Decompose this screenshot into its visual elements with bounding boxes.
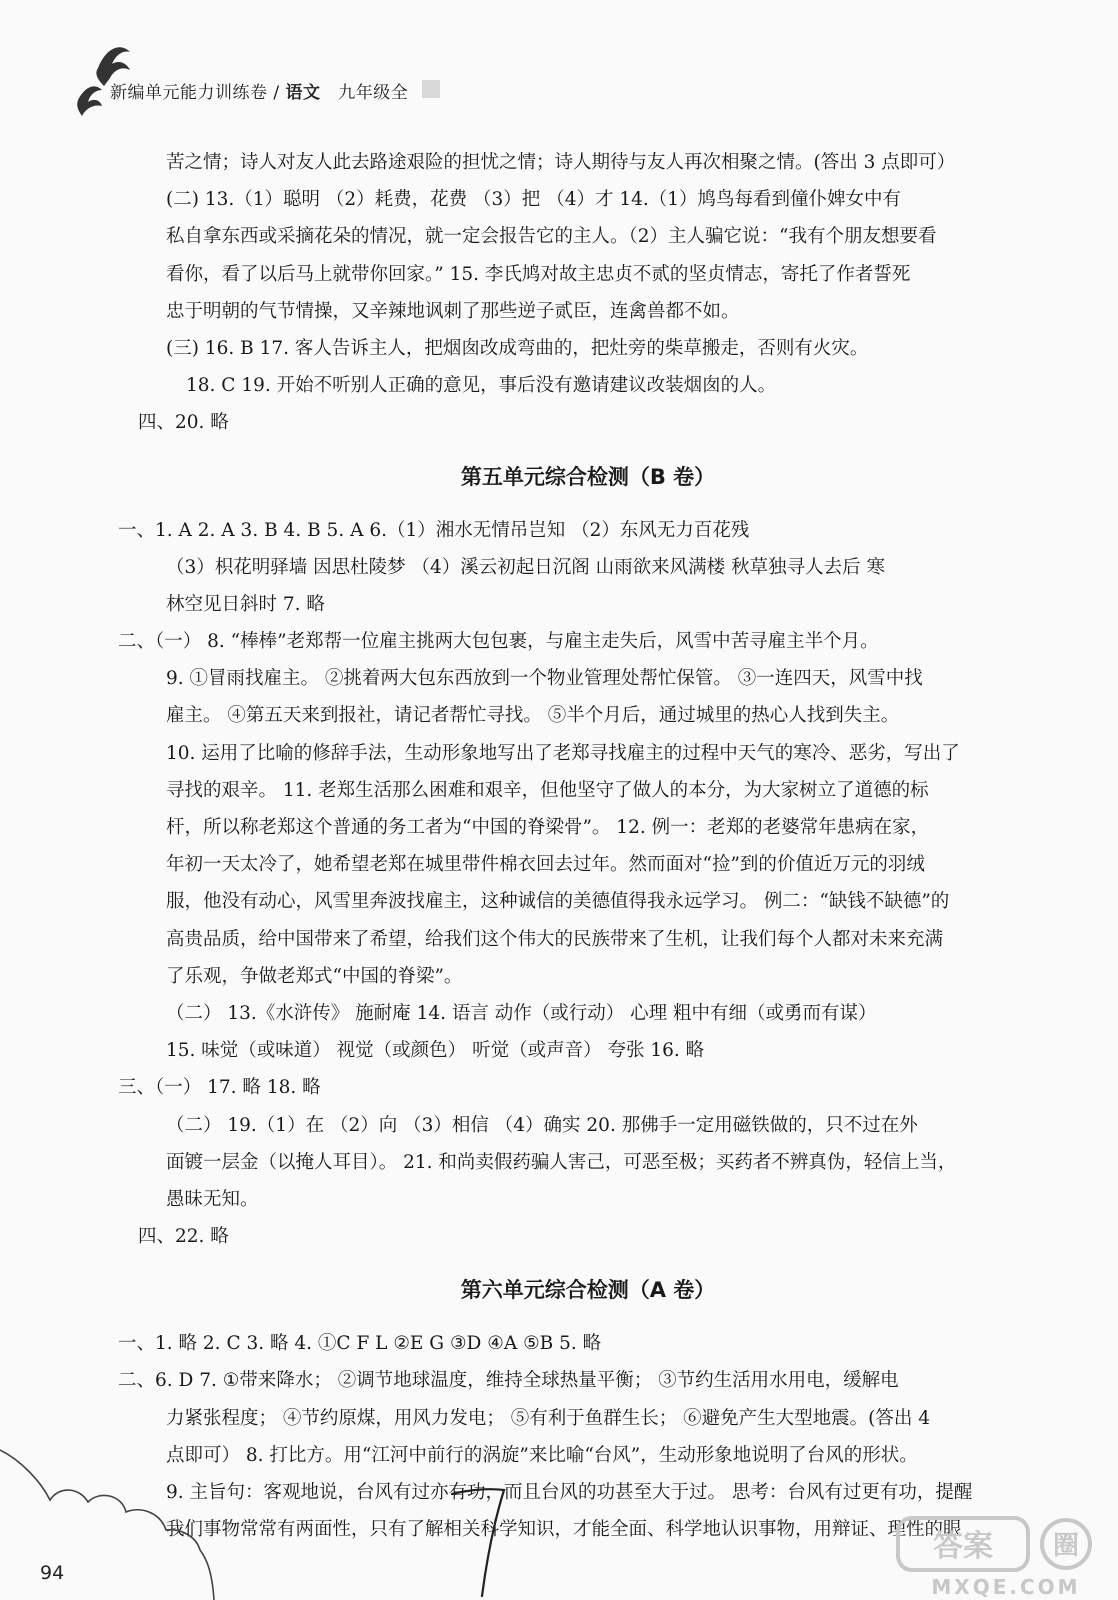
text-line: 9. ①冒雨找雇主。 ②挑着两大包东西放到一个物业管理处帮忙保管。 ③一连四天，风雪中找: [166, 668, 923, 690]
svg-text:圈: 圈: [1052, 1531, 1080, 1561]
text-line: 私自拿东西或采摘花朵的情况，就一定会报告它的主人。（2）主人骗它说：“我有个朋友想要看: [166, 226, 937, 248]
text-line: 9. 主旨句：客观地说，台风有过亦有功，而且台风的功甚至大于过。 思考：台风有过更有功，提醒: [166, 1482, 973, 1503]
text-line: (二) 13.（1）聪明 （2）耗费，花费 （3）把 （4）才 14.（1）鸠鸟每看到僮仆婢女中有: [166, 189, 902, 211]
text-line: 苦之情；诗人对友人此去路途艰险的担忧之情；诗人期待与友人再次相聚之情。(答出 3 点即可）: [166, 152, 956, 173]
text-line: （3）枳花明驿墙 因思杜陵梦 （4）溪云初起日沉阁 山雨欲来风满楼 秋草独寻人去后 寒: [166, 556, 885, 578]
section-title-unit5-b: 第五单元综合检测（B 卷）: [460, 464, 716, 489]
header-title: [110, 78, 408, 103]
watermark-logo: [896, 1516, 1106, 1600]
text-line: 一、1. 略 2. C 3. 略 4. ①C F L ②E G ③D ④A ⑤B 5. 略: [118, 1333, 602, 1355]
text-line: 愚昧无知。: [166, 1188, 259, 1210]
text-line: 杆，所以称老郑这个普通的务工者为“中国的脊梁骨”。 12. 例一：老郑的老婆常年患病在家，: [166, 817, 930, 838]
text-line: 18. C 19. 开始不听别人正确的意见，事后没有邀请建议改装烟囱的人。: [186, 375, 777, 397]
text-line: (三) 16. B 17. 客人告诉主人，把烟囱改成弯曲的，把灶旁的柴草搬走，否则有火灾。: [166, 337, 869, 359]
answer-content: [118, 144, 1058, 1548]
text-line: 忠于明朝的气节情操，又辛辣地讽刺了那些逆子贰臣，连禽兽都不如。: [166, 300, 740, 322]
subject-label: 语文: [285, 83, 321, 103]
text-line: （二） 19.（1）在 （2）向 （3）相信 （4）确实 20. 那佛手一定用磁铁做的，只不过在外: [166, 1114, 918, 1136]
text-line: 面镀一层金（以掩人耳目）。 21. 和尚卖假药骗人害己，可恶至极；买药者不辨真伪，轻信上当，: [166, 1151, 957, 1173]
text-line: 点即可） 8. 打比方。用“江河中前行的涡旋”来比喻“台风”，生动形象地说明了台风的形状。: [166, 1444, 918, 1466]
series-title: 新编单元能力训练卷 /: [110, 83, 286, 103]
text-line: 寻找的艰辛。 11. 老郑生活那么困难和艰辛，但他坚守了做人的本分，为大家树立了道德的标: [166, 779, 929, 801]
svg-text:答案: 答案: [933, 1529, 993, 1564]
text-line: 四、22. 略: [138, 1226, 229, 1248]
text-line: （二） 13.《水浒传》 施耐庵 14. 语言 动作（或行动） 心理 粗中有细（或勇而有谋）: [166, 1002, 877, 1024]
header-decoration: [422, 80, 440, 98]
text-line: 看你，看了以后马上就带你回家。” 15. 李氏鸠对故主忠贞不贰的坚贞情志，寄托了作者誓死: [166, 263, 911, 285]
text-line: 雇主。 ④第五天来到报社，请记者帮忙寻找。 ⑤半个月后，通过城里的热心人找到失主。: [166, 705, 900, 727]
text-line: 林空见日斜时 7. 略: [166, 593, 325, 615]
page-header: [0, 0, 1118, 120]
text-line: 四、20. 略: [138, 412, 229, 434]
svg-text:MXQE.COM: MXQE.COM: [931, 1575, 1081, 1599]
text-line: 二、6. D 7. ①带来降水； ②调节地球温度，维持全球热量平衡； ③节约生活用水用电，缓解电: [118, 1370, 899, 1392]
text-line: 了乐观，争做老郑式“中国的脊梁”。: [166, 965, 463, 987]
text-line: 我们事物常常有两面性，只有了解相关科学知识，才能全面、科学地认识事物，用辩证、理性的眼: [166, 1519, 962, 1541]
text-line: 年初一天太冷了，她希望老郑在城里带件棉衣回去过年。然而面对“捡”到的价值近万元的羽绒: [166, 854, 925, 876]
cloud-outline-icon: [0, 1440, 240, 1600]
text-line: 10. 运用了比喻的修辞手法，生动形象地写出了老郑寻找雇主的过程中天气的寒冷、恶劣，写出了: [166, 742, 960, 764]
section-title-unit6-a: 第六单元综合检测（A 卷）: [460, 1278, 716, 1303]
text-line: 15. 味觉（或味道） 视觉（或颜色） 听觉（或声音） 夸张 16. 略: [166, 1040, 705, 1062]
text-line: 三、（一） 17. 略 18. 略: [118, 1077, 321, 1099]
text-line: 一、1. A 2. A 3. B 4. B 5. A 6.（1）湘水无情吊岂知 （2）东风无力百花残: [118, 519, 750, 541]
page-number: 94: [40, 1562, 65, 1584]
handwritten-mark: [444, 1480, 524, 1600]
page-footer: [0, 1440, 1118, 1600]
grade-label: 九年级全: [338, 83, 409, 103]
text-line: 服，他没有动心，风雪里奔波找雇主，这种诚信的美德值得我永远学习。 例二：“缺钱不缺德”的: [166, 891, 950, 913]
text-line: 二、（一） 8. “棒棒”老郑帮一位雇主挑两大包包裹，与雇主走失后，风雪中苦寻雇主半个月。: [118, 631, 879, 653]
text-line: 力紧张程度； ④节约原煤，用风力发电； ⑤有利于鱼群生长； ⑥避免产生大型地震。(答出 4: [166, 1407, 931, 1429]
text-line: 高贵品质，给中国带来了希望，给我们这个伟大的民族带来了生机，让我们每个人都对未来充满: [166, 928, 944, 950]
